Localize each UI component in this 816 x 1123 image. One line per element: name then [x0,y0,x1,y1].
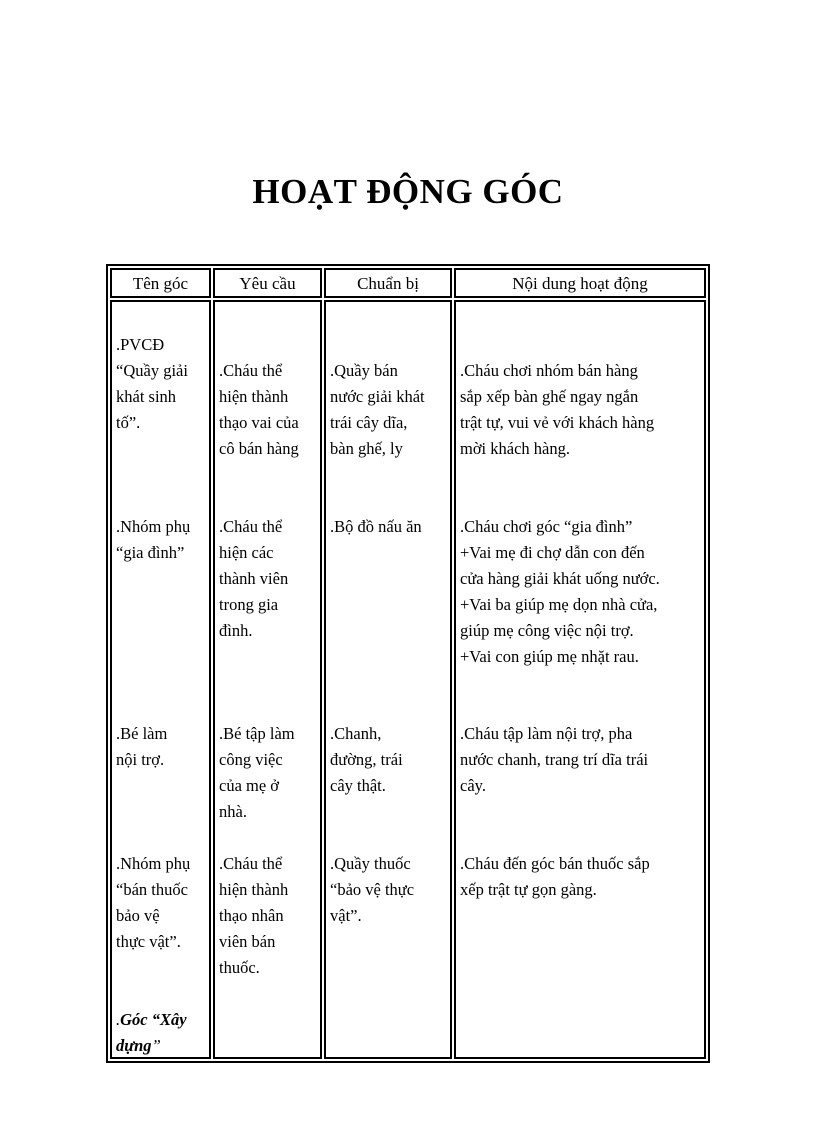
cell-noi-dung-3: .Cháu tập làm nội trợ, pha nước chanh, trang trí dĩa trái cây. [460,724,649,795]
cell-chuan-bi-4: .Quầy thuốc “bảo vệ thực vật”. [330,854,415,925]
cell-ten-goc-1: .PVCĐ “Quầy giải khát sinh tố”. [116,335,188,432]
cell-noi-dung-2: .Cháu chơi góc “gia đình” +Vai mẹ đi chợ dẫn con đến cửa hàng giải khát uống nước. +Vai ba giúp mẹ dọn nhà cửa, giúp mẹ công việc nội trợ. +Vai con giúp mẹ nhặt rau. [460,517,660,666]
cell-chuan-bi-2: .Bộ đồ nấu ăn [330,517,422,536]
last-row-label: Góc “Xây dựng [116,1010,187,1055]
cell-ten-goc-5 [116,1007,208,1059]
header-chuan-bi: Chuẩn bị [324,268,452,298]
cell-ten-goc-4: .Nhóm phụ “bán thuốc bảo vệ thực vật”. [116,854,191,951]
cell-yeu-cau-2: .Cháu thể hiện các thành viên trong gia đình. [219,517,289,640]
last-row-suffix: ” [151,1036,161,1055]
cell-yeu-cau-4: .Cháu thể hiện thành thạo nhân viên bán thuốc. [219,854,289,977]
cell-yeu-cau-1: .Cháu thể hiện thành thạo vai của cô bán hàng [219,361,299,458]
header-ten-goc: Tên góc [110,268,211,298]
cell-noi-dung-1: .Cháu chơi nhóm bán hàng sắp xếp bàn ghế ngay ngắn trật tự, vui vẻ với khách hàng mời khách hàng. [460,361,655,458]
cell-chuan-bi-3: .Chanh, đường, trái cây thật. [330,724,403,795]
page-title: HOẠT ĐỘNG GÓC [252,172,564,211]
cell-noi-dung-4: .Cháu đến góc bán thuốc sắp xếp trật tự gọn gàng. [460,854,650,899]
cell-chuan-bi-1: .Quầy bán nước giải khát trái cây dĩa, bàn ghế, ly [330,361,425,458]
last-row-prefix: . [116,1010,121,1029]
header-yeu-cau: Yêu cầu [213,268,322,298]
header-noi-dung: Nội dung hoạt động [454,268,706,298]
cell-ten-goc-3: .Bé làm nội trợ. [116,724,168,769]
cell-ten-goc-2: .Nhóm phụ “gia đình” [116,517,191,562]
cell-yeu-cau-3: .Bé tập làm công việc của mẹ ở nhà. [219,724,295,821]
